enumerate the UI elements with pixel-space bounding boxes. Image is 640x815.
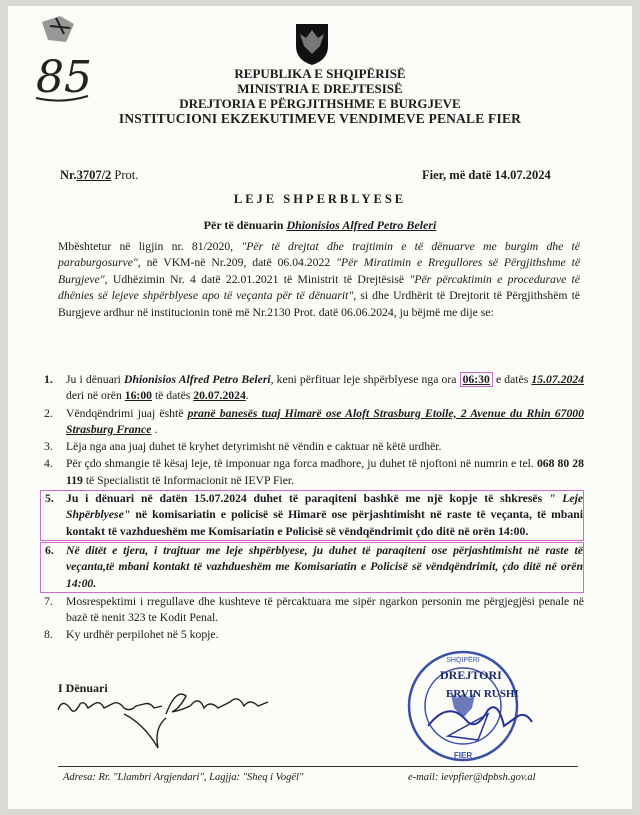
header-directorate: DREJTORIA E PËRGJITHSHME E BURGJEVE — [179, 96, 461, 111]
header-institution: INSTITUCIONI EKZEKUTIMEVE VENDIMEVE PENALE FIER — [118, 111, 522, 126]
list-item: 6. Në ditët e tjera, i trajtuar me leje shpërblyese, ju duhet të paraqiteni ose përjashtimisht në raste të veçanta,të mbani kontakt të vazhdueshëm me Komisariatin e Policisë së vëndqëndrimit, çdo ditë në orën 14:00. — [40, 542, 584, 593]
list-item: 8. Ky urdhër perpilohet në 5 kopje. — [44, 628, 219, 642]
list-item: 3. Lëja nga ana juaj duhet të kryhet detyrimisht në vëndin e caktuar në këtë urdhër. — [44, 440, 442, 454]
protocol-number: Nr.3707/2 Prot. — [60, 168, 139, 182]
document-title: LEJE SHPERBLYESE — [233, 192, 407, 206]
subject-line: Për të dënuarin Dhionisios Alfred Petro Beleri — [203, 218, 437, 232]
signature-label: I Dënuari — [58, 681, 108, 695]
albania-emblem-icon — [292, 20, 332, 66]
svg-text:FIER: FIER — [453, 751, 473, 760]
handwritten-signature — [54, 688, 284, 758]
list-item: 1. Ju i dënuari Dhionisios Alfred Petro Beleri, keni përfituar leje shpërblyese nga ora 06:30 e datës 15.07.2024 deri në orën 16:00 të datës 20.07.2024. — [44, 373, 585, 403]
list-item: 5. Ju i dënuari në datën 15.07.2024 duhet të paraqiteni bashkë me një kopje të shkresës " Leje Shpërblyese" në komisariatin e policisë së Himarë ose përjashtimisht në raste të veçanta, të mbani kontakt të vazhdueshëm me Komisariatin e Policisë së vëndqëndrimit çdo ditë në orën 14:00. — [40, 490, 584, 541]
svg-text:SHQIPËRI: SHQIPËRI — [446, 657, 480, 664]
list-item: 2. Vëndqëndrimi juaj është pranë banesës tuaj Himarë ose Aloft Strasburg Etoile, 2 Avenue du Rhin 67000 Strasburg France . — [44, 406, 584, 436]
list-item: 7. Mosrespektimi i rregullave dhe kushteve të përcaktuara me sipër ngarkon personin me përgjegjësi penale në bazë të nenit 323 te Kodit Penal. — [44, 594, 584, 625]
footer-address: Adresa: Rr. "Llambri Argjendari", Lagjja: "Sheq i Vogël" — [63, 772, 304, 783]
convict-name: Dhionisios Alfred Petro Beleri — [286, 218, 437, 232]
director-signature — [418, 696, 538, 756]
intro-paragraph: Mbështetur në ligjin nr. 81/2020, "Për të drejtat dhe trajtimin e të dënuarve me burgim dhe të paraburgosurve", në VKM-në Nr.209, datë 06.04.2022 "Për Miratimin e Rregullores së Përgjithshme të Burgjeve", Udhëzimin Nr. 4 datë 22.01.2021 të Ministrit të Drejtësisë "Për përcaktimin e procedurave të dhënies së lejeve shpërblyese apo të veçanta për të dënuarit", si dhe Urdhërit të Drejtorit të Përgjithshëm të Burgjeve ardhur në institucionin tonë më Nr.2130 Prot. datë 06.06.2024, ju bëjmë me dije se: — [58, 240, 581, 319]
director-title: DREJTORI — [440, 668, 502, 682]
footer-email: e-mail: ievpfier@dpbsh.gov.al — [408, 772, 536, 783]
header-ministry: MINISTRIA E DREJTESISË — [237, 81, 403, 96]
document-page — [8, 6, 632, 809]
header-country: REPUBLIKA E SHQIPËRISË — [234, 66, 406, 81]
list-item: 4. Për çdo shmangie të kësaj leje, të imponuar nga forca madhore, ju duhet të njoftoni në numrin e tel. 068 80 28 119 të Specialistit të Informacionit në IEVP Fier. — [44, 457, 584, 487]
place-date: Fier, më datë 14.07.2024 — [422, 168, 551, 182]
logo-number: 85 — [36, 52, 92, 103]
director-name: ERVIN RUSHI — [446, 688, 519, 700]
letterhead — [8, 66, 632, 126]
footer-divider — [58, 766, 578, 767]
order-items — [44, 372, 584, 645]
